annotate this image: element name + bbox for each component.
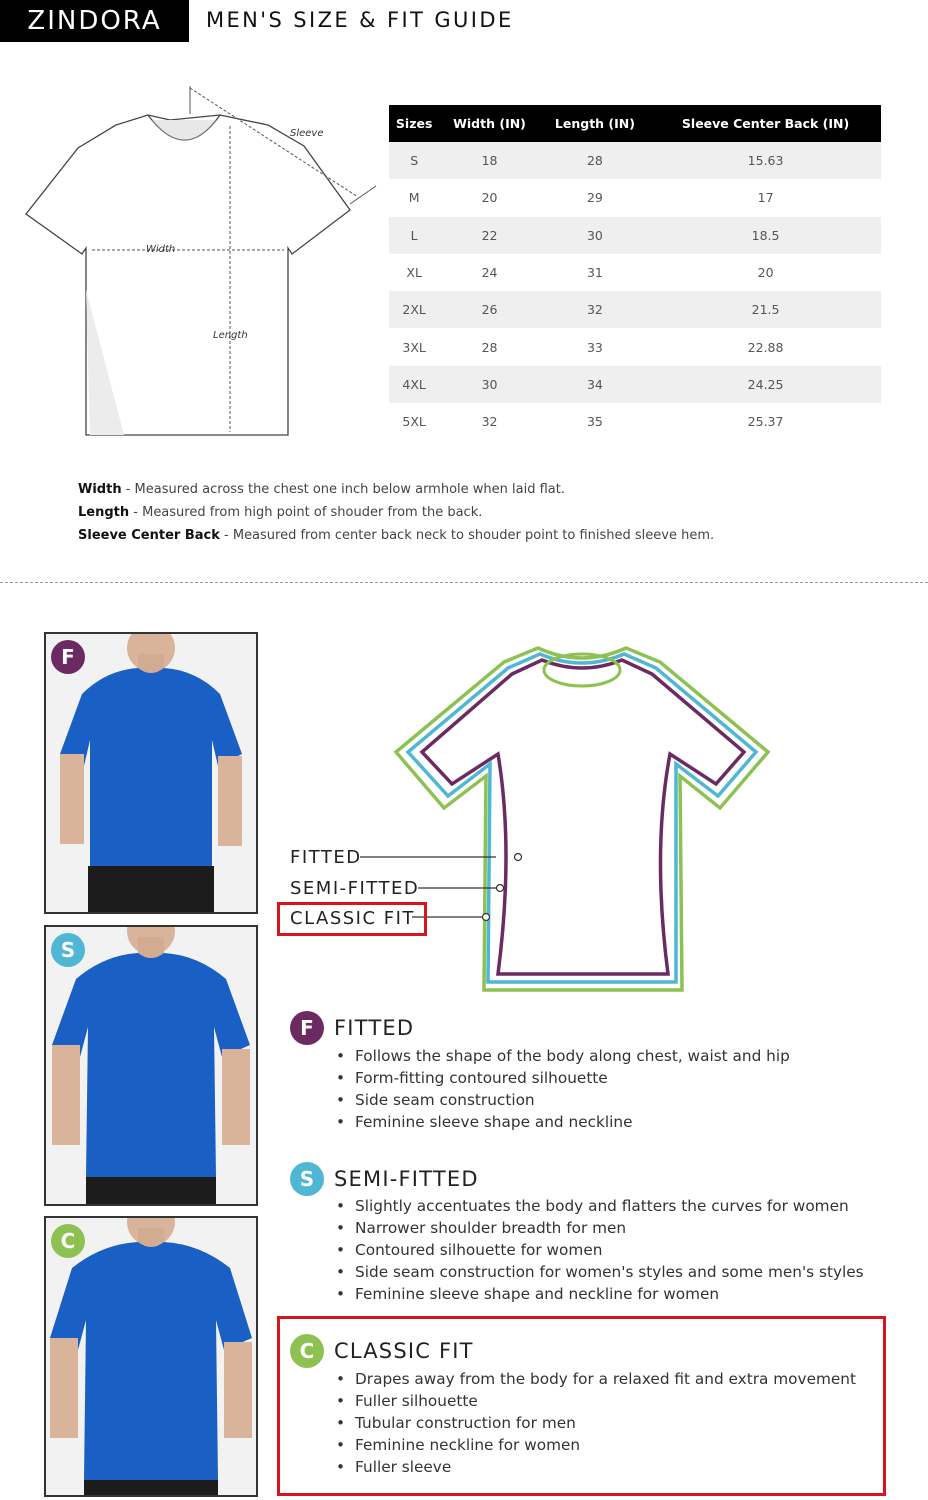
cell-size: 3XL: [402, 339, 426, 355]
fitted-badge-icon: F: [51, 640, 85, 674]
sleeve-label: Sleeve: [290, 128, 324, 139]
cell-width: 20: [481, 190, 498, 206]
cell-length: 32: [540, 291, 650, 328]
size-chart-table: [389, 105, 881, 440]
list-item: • Form-fitting contoured silhouette: [336, 1067, 790, 1089]
cell-length: 29: [586, 190, 603, 206]
table-row: [389, 366, 881, 403]
fit-outline-diagram: [390, 640, 780, 1000]
model-fitted-figure: [46, 634, 256, 912]
col-header-length: Length (IN): [540, 105, 650, 142]
cell-length: 34: [540, 366, 650, 403]
tshirt-measurement-diagram: [20, 70, 380, 450]
page-title: MEN'S SIZE & FIT GUIDE: [206, 8, 514, 32]
definition-width: Width - Measured across the chest one inch below armhole when laid flat.: [78, 482, 565, 497]
list-item: • Fuller sleeve: [336, 1456, 856, 1478]
section-divider: [0, 582, 928, 583]
model-photo-fitted: [44, 632, 258, 914]
list-item: • Feminine sleeve shape and neckline for women: [336, 1283, 864, 1305]
model-photo-semi-fitted: [44, 925, 258, 1206]
list-item: • Feminine sleeve shape and neckline: [336, 1111, 790, 1133]
cell-size: 5XL: [402, 414, 426, 430]
list-item: • Follows the shape of the body along chest, waist and hip: [336, 1045, 790, 1067]
label-fitted: FITTED: [290, 847, 362, 868]
width-label: Width: [146, 244, 176, 255]
semi-fitted-heading-badge-icon: S: [290, 1162, 324, 1196]
cell-sleeve: 18.5: [650, 217, 881, 254]
cell-size: 2XL: [389, 291, 439, 328]
classic-fit-heading: [290, 1334, 474, 1368]
cell-width: 28: [481, 339, 498, 355]
table-row: [389, 403, 881, 440]
cell-sleeve: 24.25: [650, 366, 881, 403]
semi-fitted-bullet-list: [336, 1195, 864, 1305]
cell-sleeve: 15.63: [650, 142, 881, 179]
classic-fit-title: CLASSIC FIT: [334, 1339, 474, 1363]
cell-width: 26: [439, 291, 539, 328]
cell-sleeve: 25.37: [747, 414, 784, 430]
classic-fit-bullet-list: [336, 1368, 856, 1478]
cell-length: 31: [586, 265, 603, 281]
semi-fitted-heading: [290, 1162, 479, 1196]
cell-sleeve: 17: [757, 190, 774, 206]
cell-length: 33: [586, 339, 603, 355]
cell-sleeve: 20: [757, 265, 774, 281]
table-row: [389, 291, 881, 328]
list-item: • Side seam construction: [336, 1089, 790, 1111]
fitted-heading-badge-icon: F: [290, 1011, 324, 1045]
table-row: [389, 142, 881, 179]
label-classic-fit: CLASSIC FIT: [290, 908, 415, 929]
table-row: [389, 254, 881, 291]
col-header-sizes: Sizes: [389, 105, 439, 142]
cell-width: 30: [439, 366, 539, 403]
cell-length: 35: [586, 414, 603, 430]
label-semi-fitted: SEMI-FITTED: [290, 878, 420, 899]
table-row: [389, 217, 881, 254]
cell-size: XL: [406, 265, 422, 281]
list-item: • Narrower shoulder breadth for men: [336, 1217, 864, 1239]
list-item: • Feminine neckline for women: [336, 1434, 856, 1456]
cell-width: 18: [439, 142, 539, 179]
brand-logo: ZINDORA: [0, 0, 189, 42]
cell-sleeve: 22.88: [747, 339, 784, 355]
cell-size: L: [389, 217, 439, 254]
fitted-heading: [290, 1011, 414, 1045]
cell-width: 32: [481, 414, 498, 430]
list-item: • Drapes away from the body for a relaxed fit and extra movement: [336, 1368, 856, 1390]
cell-size: M: [408, 190, 420, 206]
cell-width: 24: [481, 265, 498, 281]
table-row: [389, 179, 881, 216]
length-label: Length: [213, 330, 248, 341]
cell-size: 4XL: [389, 366, 439, 403]
model-semi-figure: [46, 927, 256, 1204]
cell-width: 22: [439, 217, 539, 254]
cell-length: 30: [540, 217, 650, 254]
list-item: • Tubular construction for men: [336, 1412, 856, 1434]
semi-fitted-badge-icon: S: [51, 933, 85, 967]
measurement-definitions: [78, 478, 714, 547]
list-item: • Contoured silhouette for women: [336, 1239, 864, 1261]
cell-size: S: [389, 142, 439, 179]
table-row: [389, 328, 881, 365]
fitted-title: FITTED: [334, 1016, 415, 1040]
classic-badge-icon: C: [51, 1224, 85, 1258]
col-header-sleeve: Sleeve Center Back (IN): [650, 105, 881, 142]
cell-sleeve: 21.5: [650, 291, 881, 328]
table-header-row: [389, 105, 881, 142]
list-item: • Fuller silhouette: [336, 1390, 856, 1412]
model-classic-figure: [46, 1218, 256, 1495]
list-item: • Side seam construction for women's styles and some men's styles: [336, 1261, 864, 1283]
definition-length: Length - Measured from high point of shouder from the back.: [78, 505, 483, 520]
classic-heading-badge-icon: C: [290, 1334, 324, 1368]
definition-sleeve: Sleeve Center Back - Measured from center back neck to shouder point to finished sleeve hem.: [78, 528, 715, 543]
semi-fitted-title: SEMI-FITTED: [334, 1167, 479, 1191]
list-item: • Slightly accentuates the body and flatters the curves for women: [336, 1195, 864, 1217]
col-header-width: Width (IN): [439, 105, 539, 142]
fitted-bullet-list: [336, 1045, 790, 1133]
model-photo-classic: [44, 1216, 258, 1497]
cell-length: 28: [540, 142, 650, 179]
